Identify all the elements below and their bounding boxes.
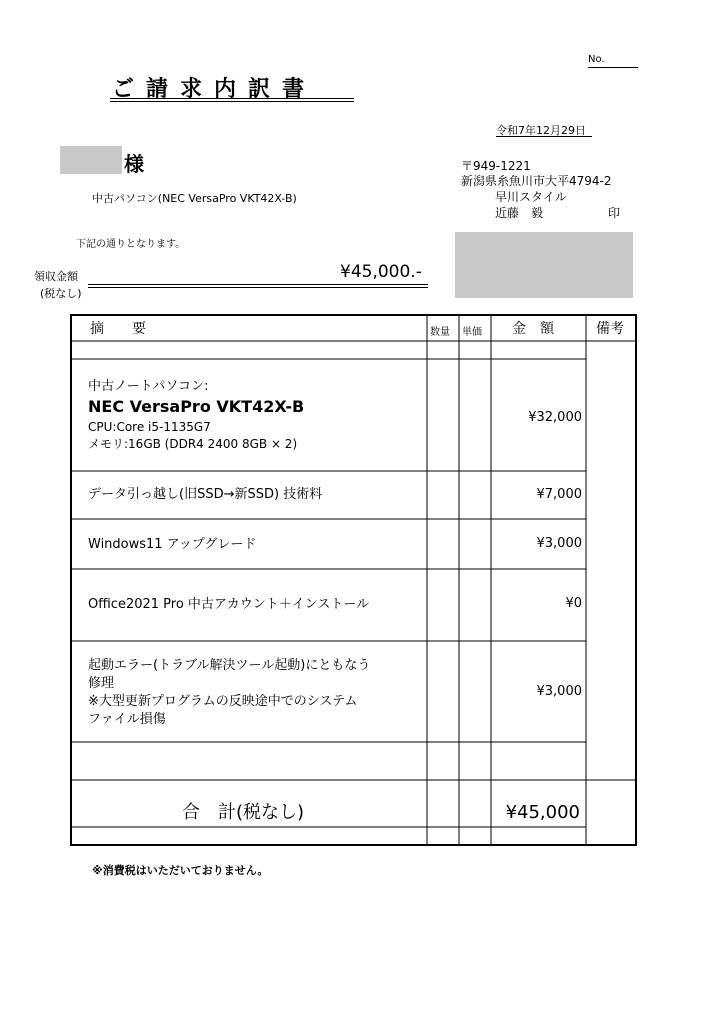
product-summary: 中古パソコン(NEC VersaPro VKT42X-B) [92,192,297,205]
row5-line1: 起動エラー(トラブル解決ツール起動)にともなう [88,658,371,673]
issuer-person: 近藤 毅 [495,206,544,220]
document-number-underline [588,67,638,68]
amount-label: 領収金額 [34,270,78,283]
title-underline-double [110,101,354,102]
row1-line2: NEC VersaPro VKT42X-B [88,397,305,416]
issuer-address: 新潟県糸魚川市大平4794-2 [461,174,612,188]
amount-underline [88,284,428,285]
row3-amount: ¥3,000 [536,536,582,551]
row2-amount: ¥7,000 [536,487,582,502]
title-underline [110,98,354,99]
total-amount-display: ¥45,000.- [340,262,422,282]
issue-date: 令和7年12月29日 [496,124,586,137]
row1-amount: ¥32,000 [528,410,582,425]
invoice-table [70,314,637,846]
issuer-company: 早川スタイル [495,190,567,204]
row4-description: Office2021 Pro 中古アカウント＋インストール [88,597,370,612]
issuer-zip: 〒949-1221 [461,159,531,173]
total-amount: ¥45,000 [505,802,580,823]
row1-line4: メモリ:16GB (DDR4 2400 8GB × 2) [88,437,298,451]
row5-line3: ※大型更新プログラムの反映途中でのシステム [88,694,358,709]
header-unit-price: 単価 [462,327,482,338]
document-number-label: No. [588,54,605,65]
row5-amount: ¥3,000 [536,684,582,699]
tax-note: ※消費税はいただいておりません。 [92,864,269,877]
intro-note: 下記の通りとなります。 [76,239,186,250]
issue-date-underline [496,136,592,137]
row2-description: データ引っ越し(旧SSD→新SSD) 技術料 [88,487,323,502]
customer-honorific: 様 [124,152,144,176]
header-description: 摘 要 [90,321,146,337]
seal-label: 印 [608,206,621,220]
document-title: ご請求内訳書 [112,77,317,102]
row5-line4: ファイル損傷 [88,712,166,727]
row1-line1: 中古ノートパソコン: [88,379,209,394]
header-quantity: 数量 [430,327,450,338]
header-remarks: 備考 [596,321,624,337]
total-label: 合 計(税なし) [182,802,305,823]
row3-description: Windows11 アップグレード [88,537,257,552]
row5-line2: 修理 [88,676,115,691]
redacted-block [455,232,633,298]
row4-amount: ¥0 [565,596,582,611]
tax-label: (税なし) [40,287,82,300]
redacted-customer-name [60,146,122,174]
amount-underline-double [88,287,428,288]
row1-line3: CPU:Core i5-1135G7 [88,420,211,434]
header-amount: 金 額 [512,321,554,337]
